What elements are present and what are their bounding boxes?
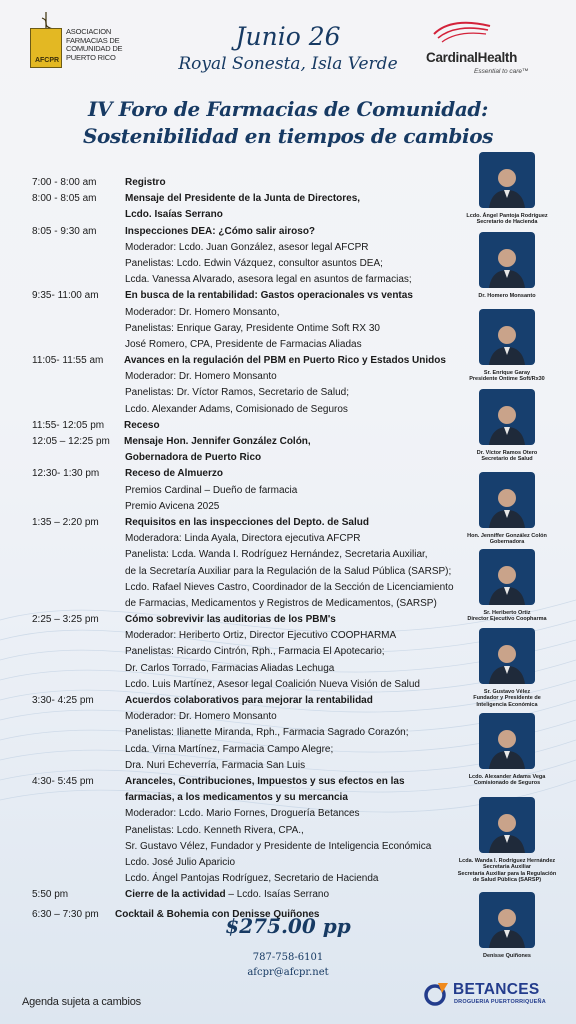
speaker-card — [457, 797, 557, 884]
agenda-session-title — [125, 466, 223, 482]
speaker-card — [457, 549, 557, 623]
agenda-detail — [125, 256, 383, 272]
agenda-session-title — [125, 175, 166, 191]
speaker-caption-line: Fundador y Presidente de — [473, 695, 541, 702]
speaker-caption-line: Hon. Jenniffer González Colón — [467, 533, 547, 539]
agenda-text: Panelista: Lcda. Wanda I. Rodríguez Hernández, Secretaria Auxiliar, — [125, 549, 428, 561]
agenda-text: Lcda. Vanessa Alvarado, asesora legal en asuntos de farmacias; — [125, 274, 412, 286]
agenda-text: Lcdo. Rafael Nieves Castro, Coordinador de la Sección de Licenciamiento — [125, 581, 454, 593]
agenda-detail — [125, 337, 362, 353]
agenda-text: Mensaje del Presidente de la Junta de Directores, — [125, 193, 361, 205]
speaker-caption-line: Sr. Gustavo Vélez — [483, 689, 531, 695]
agenda-time: 6:30 – 7:30 pm — [32, 909, 99, 921]
agenda-text: Panelistas: Ricardo Cintrón, Rph., Farmacia El Apotecario; — [125, 646, 385, 658]
agenda-text: Inspecciones DEA: ¿Cómo salir airoso? — [125, 225, 316, 237]
person-silhouette-icon — [484, 482, 530, 528]
agenda-disclaimer: Agenda sujeta a cambios — [22, 996, 141, 1008]
speaker-caption-line: Secretario de Hacienda — [476, 219, 538, 226]
speaker-photo — [479, 309, 535, 365]
person-silhouette-icon — [484, 399, 530, 445]
speaker-photo — [479, 628, 535, 684]
agenda-row — [32, 531, 462, 547]
agenda-text: Cierre de la actividad — [125, 889, 226, 901]
agenda-text: Moderador: Lcdo. Mario Fornes, Droguería Betances — [125, 808, 360, 820]
cardinal-name: CardinalHealth — [426, 50, 518, 65]
agenda-text: Sr. Gustavo Vélez, Fundador y Presidente de Inteligencia Económica — [125, 840, 432, 852]
agenda-row — [32, 499, 462, 515]
agenda-row — [32, 612, 462, 628]
cardinal-tagline: Essential to care™ — [474, 68, 529, 75]
betances-logo — [424, 980, 554, 1010]
speaker-caption — [457, 858, 557, 884]
agenda-detail — [125, 564, 451, 580]
person-silhouette-icon — [484, 723, 530, 769]
agenda-row — [32, 790, 462, 806]
speaker-caption-line: Director Ejecutivo Coopharma — [467, 616, 547, 623]
speaker-card — [457, 713, 557, 787]
person-silhouette-icon — [484, 242, 530, 288]
agenda-text: Lcdo. Isaías Serrano — [125, 209, 223, 221]
contact-email: afcpr@afcpr.net — [247, 967, 329, 978]
agenda-detail — [125, 483, 297, 499]
agenda-detail — [125, 839, 431, 855]
agenda-text: Registro — [125, 177, 166, 188]
agenda-session-title — [125, 288, 413, 304]
ticket-price: $275.00 pp — [225, 914, 351, 938]
agenda-row — [32, 564, 462, 580]
agenda-detail — [125, 369, 277, 385]
agenda-detail — [125, 823, 304, 839]
speaker-caption — [457, 774, 557, 787]
agenda-row — [32, 175, 462, 191]
agenda-session-title — [125, 224, 315, 240]
betances-name: BETANCES — [453, 981, 540, 998]
agenda-time: 3:30- 4:25 pm — [32, 695, 94, 706]
agenda-row — [32, 369, 462, 385]
agenda-text: Requisitos en las inspecciones del Depto. de Salud — [125, 516, 369, 528]
agenda-row — [32, 288, 462, 304]
speaker-caption — [457, 370, 557, 383]
agenda-detail — [125, 628, 396, 644]
speaker-photo — [479, 152, 535, 208]
agenda-text: Panelistas: Dr. Víctor Ramos, Secretario de Salud; — [125, 387, 349, 399]
agenda-text: Aranceles, Contribuciones, Impuestos y sus efectos en las — [125, 775, 405, 787]
speaker-photo — [479, 797, 535, 853]
agenda-row — [32, 628, 462, 644]
agenda-time: 11:05- 11:55 am — [32, 355, 104, 367]
agenda-detail — [125, 596, 437, 612]
event-date: Junio 26 — [235, 22, 341, 51]
contact-phone: 787-758-6101 — [252, 952, 324, 963]
agenda-detail — [125, 725, 408, 741]
speaker-caption — [457, 213, 557, 226]
agenda-detail — [125, 385, 349, 401]
agenda-row — [32, 644, 462, 660]
agenda-detail — [125, 321, 380, 337]
agenda-session-title — [124, 353, 446, 369]
speaker-card — [457, 232, 557, 299]
agenda-detail — [125, 871, 379, 887]
person-silhouette-icon — [484, 559, 530, 605]
agenda-row — [32, 661, 462, 677]
agenda-detail — [125, 531, 361, 547]
agenda-row — [32, 774, 462, 790]
speaker-caption-line: Denisse Quiñones — [483, 953, 531, 959]
agenda-row — [32, 823, 462, 839]
agenda-time: 12:05 – 12:25 pm — [32, 436, 110, 447]
agenda-row — [32, 547, 462, 563]
speaker-photo — [479, 713, 535, 769]
speaker-caption-line: Secretaría Auxiliar para la Regulación — [457, 870, 557, 877]
agenda-time: 8:05 - 9:30 am — [32, 225, 97, 237]
agenda-session-title — [125, 207, 223, 223]
agenda-text: Cocktail & Bohemia con Denisse Quiñones — [115, 909, 320, 921]
agenda-time: 5:50 pm — [32, 889, 69, 901]
speaker-card — [457, 628, 557, 708]
agenda-text: Mensaje Hon. Jennifer González Colón, — [124, 436, 311, 447]
agenda-time: 8:00 - 8:05 am — [32, 193, 97, 205]
agenda-row — [32, 806, 462, 822]
agenda-detail — [125, 855, 235, 871]
agenda-text: Panelistas: Lcdo. Edwin Vázquez, consultor asuntos DEA; — [125, 257, 383, 269]
agenda-row — [32, 515, 462, 531]
forum-title-line-1: IV Foro de Farmacias de Comunidad: — [88, 97, 488, 121]
agenda-session-title — [125, 790, 348, 806]
betances-subtitle: DROGUERIA PUERTORRIQUEÑA — [454, 999, 546, 1005]
agenda-time: 12:30- 1:30 pm — [32, 468, 100, 480]
agenda-detail — [125, 499, 219, 515]
agenda-text: Moderador: Dr. Homero Monsanto — [125, 711, 277, 723]
speaker-caption — [457, 689, 557, 708]
agenda-row — [32, 256, 462, 272]
agenda-row — [32, 321, 462, 337]
agenda-session-title — [124, 434, 311, 450]
agenda-detail — [125, 661, 334, 677]
agenda-detail — [125, 547, 428, 563]
speaker-card — [457, 152, 557, 226]
speaker-photo — [479, 472, 535, 528]
agenda-text: Receso de Almuerzo — [125, 468, 223, 480]
afcpr-abbrev: AFCPR — [34, 57, 60, 64]
person-silhouette-icon — [484, 638, 530, 684]
agenda-row — [32, 272, 462, 288]
agenda-row — [32, 758, 462, 774]
speaker-caption-line: Presidente Ontime Soft/Rx30 — [469, 376, 545, 383]
speaker-caption-line: Sr. Heriberto Ortiz — [483, 610, 531, 616]
agenda-row — [32, 191, 462, 207]
agenda-time: 9:35- 11:00 am — [32, 290, 99, 302]
agenda-text: de la Secretaría Auxiliar para la Regulación de la Salud Pública (SARSP); — [125, 565, 452, 577]
agenda-text: de Farmacias, Medicamentos y Registros de Medicamentos, (SARSP) — [125, 597, 437, 609]
forum-title-line-2: Sostenibilidad en tiempos de cambios — [82, 124, 494, 148]
agenda-row — [32, 483, 462, 499]
agenda-list — [32, 175, 462, 924]
speaker-caption-line: Lcdo. Ángel Pantoja Rodríguez — [466, 213, 548, 219]
agenda-row — [32, 240, 462, 256]
speaker-caption-line: Gobernadora — [489, 539, 525, 546]
agenda-row — [32, 887, 462, 903]
agenda-row — [32, 839, 462, 855]
agenda-text: Moderador: Heriberto Ortiz, Director Ejecutivo COOPHARMA — [125, 630, 397, 642]
agenda-time: 2:25 – 3:25 pm — [32, 614, 99, 626]
cardinal-swoosh-icon — [432, 20, 492, 48]
agenda-detail — [125, 806, 360, 822]
agenda-row — [32, 385, 462, 401]
event-venue: Royal Sonesta, Isla Verde — [178, 54, 398, 74]
agenda-session-title — [125, 450, 261, 466]
agenda-text: Panelistas: Lcdo. Kenneth Rivera, CPA., — [125, 824, 304, 836]
speaker-photo — [479, 549, 535, 605]
agenda-time: 1:35 – 2:20 pm — [32, 516, 99, 528]
person-silhouette-icon — [484, 319, 530, 365]
agenda-text: Lcda. Virna Martínez, Farmacia Campo Alegre; — [125, 743, 334, 755]
agenda-row — [32, 402, 462, 418]
speaker-caption — [457, 293, 557, 299]
agenda-session-title — [125, 774, 405, 790]
agenda-row — [32, 353, 462, 369]
agenda-session-title — [125, 515, 369, 531]
agenda-detail — [125, 677, 420, 693]
speaker-card — [457, 309, 557, 383]
agenda-text: Dra. Nuri Echeverría, Farmacia San Luis — [125, 759, 306, 771]
betances-mark-icon — [424, 980, 450, 1008]
agenda-text: Moderador: Dr. Homero Monsanto — [125, 371, 277, 383]
speaker-caption — [457, 533, 557, 546]
agenda-row — [32, 709, 462, 725]
agenda-text: Dr. Carlos Torrado, Farmacias Aliadas Lechuga — [125, 662, 335, 674]
person-silhouette-icon — [484, 807, 530, 853]
agenda-text: Moderador: Dr. Homero Monsanto, — [125, 306, 280, 318]
speaker-caption-line: Secretario de Salud — [481, 456, 533, 463]
agenda-detail — [125, 305, 280, 321]
agenda-row — [32, 677, 462, 693]
agenda-text: Cómo sobrevivir las auditorias de los PBM's — [125, 614, 336, 626]
agenda-text: Gobernadora de Puerto Rico — [125, 452, 262, 464]
agenda-detail — [125, 758, 305, 774]
agenda-detail — [125, 709, 277, 725]
agenda-detail — [125, 240, 368, 256]
agenda-text: Moderadora: Linda Ayala, Directora ejecutiva AFCPR — [125, 533, 361, 545]
agenda-text: Premio Avicena 2025 — [125, 500, 220, 512]
speaker-caption-line: Lcda. Wanda I. Rodríguez Hernández — [458, 858, 556, 864]
agenda-row — [32, 725, 462, 741]
agenda-row — [32, 305, 462, 321]
agenda-text: Lcdo. Alexander Adams, Comisionado de Seguros — [125, 403, 348, 415]
agenda-text: Premios Cardinal – Dueño de farmacia — [125, 484, 298, 496]
agenda-row — [32, 207, 462, 223]
speaker-card — [457, 472, 557, 546]
agenda-text: Avances en la regulación del PBM en Puerto Rico y Estados Unidos — [124, 355, 446, 367]
afcpr-name: ASOCIACION FARMACIAS DE COMUNIDAD DE PUERTO RICO — [66, 27, 123, 62]
speaker-caption-line: Secretaria Auxiliar — [482, 864, 532, 871]
agenda-text: José Romero, CPA, Presidente de Farmacias Aliadas — [125, 338, 362, 350]
agenda-time: 4:30- 5:45 pm — [32, 775, 94, 787]
agenda-row — [32, 742, 462, 758]
agenda-row — [32, 450, 462, 466]
cardinal-health-logo — [426, 20, 556, 80]
agenda-detail — [125, 644, 385, 660]
speaker-photo — [479, 232, 535, 288]
agenda-text: Lcdo. José Julio Aparicio — [125, 856, 236, 868]
agenda-row — [32, 693, 462, 709]
agenda-row — [32, 434, 462, 450]
agenda-time: 7:00 - 8:00 am — [32, 177, 97, 188]
agenda-row — [32, 596, 462, 612]
speaker-caption-line: Inteligencia Económica — [476, 701, 538, 708]
agenda-text: Receso — [124, 419, 160, 431]
agenda-row — [32, 580, 462, 596]
speaker-caption-line: de Salud Pública (SARSP) — [472, 877, 542, 884]
speaker-card — [457, 389, 557, 463]
agenda-session-title — [125, 191, 360, 207]
agenda-text: Panelistas: Enrique Garay, Presidente Ontime Soft RX 30 — [125, 322, 380, 334]
speaker-caption-line: Sr. Enrique Garay — [483, 370, 531, 376]
agenda-text: Lcdo. Ángel Pantojas Rodríguez, Secretario de Hacienda — [125, 873, 379, 885]
agenda-text: Acuerdos colaborativos para mejorar la rentabilidad — [125, 695, 373, 706]
agenda-row — [32, 855, 462, 871]
agenda-row — [32, 418, 462, 434]
speaker-caption — [457, 610, 557, 623]
agenda-row — [32, 466, 462, 482]
agenda-text: En busca de la rentabilidad: Gastos operacionales vs ventas — [125, 290, 413, 302]
agenda-row — [32, 224, 462, 240]
agenda-session-title — [125, 693, 373, 709]
agenda-row — [32, 337, 462, 353]
speaker-photo — [479, 389, 535, 445]
agenda-row — [32, 871, 462, 887]
speaker-caption — [457, 450, 557, 463]
agenda-time: 11:55- 12:05 pm — [32, 419, 105, 431]
agenda-session-title — [124, 418, 160, 434]
person-silhouette-icon — [484, 162, 530, 208]
agenda-detail — [125, 742, 333, 758]
agenda-text: Lcdo. Luis Martínez, Asesor legal Coalición Nueva Visión de Salud — [125, 678, 420, 690]
agenda-text: farmacias, a los medicamentos y su mercancia — [125, 792, 348, 804]
speaker-caption-line: Dr. Víctor Ramos Otero — [476, 450, 538, 456]
agenda-detail — [125, 402, 348, 418]
agenda-text: Moderador: Lcdo. Juan González, asesor legal AFCPR — [125, 241, 369, 253]
agenda-detail — [125, 580, 454, 596]
forum-title — [0, 96, 576, 150]
agenda-text: Panelistas: Ilianette Miranda, Rph., Farmacia Sagrado Corazón; — [125, 727, 409, 739]
agenda-session-title — [125, 887, 329, 903]
agenda-detail — [125, 272, 412, 288]
agenda-text-suffix: – Lcdo. Isaías Serrano — [225, 889, 330, 901]
speaker-caption-line: Lcdo. Alexander Adams Vega — [468, 774, 546, 780]
speaker-caption-line: Dr. Homero Monsanto — [478, 293, 536, 299]
agenda-session-title — [125, 612, 336, 628]
speaker-caption-line: Comisionado de Seguros — [473, 780, 541, 787]
